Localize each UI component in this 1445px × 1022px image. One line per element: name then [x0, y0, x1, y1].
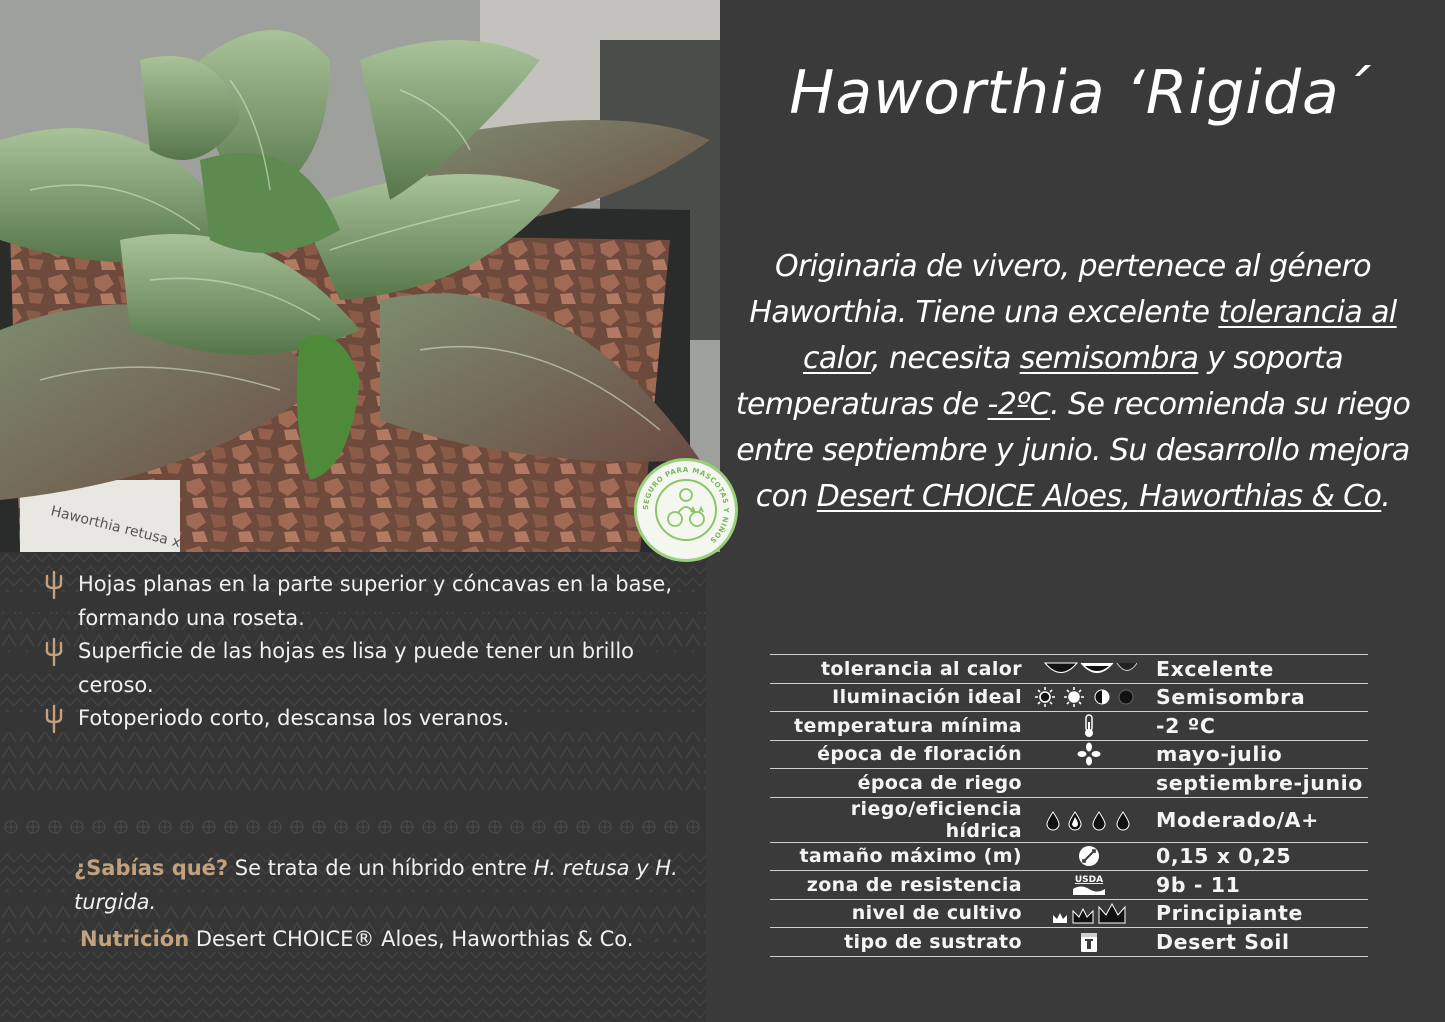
badge-text: SEGURO PARA MASCOTAS Y NIÑOS [641, 465, 731, 545]
plant-description: Originaria de vivero, pertenece al género Haworthia. Tiene una excelente tolerancia al calor, necesita semisombra y soporta temperaturas de -2ºC. Se recomienda su riego entre septiembre y junio. Su desarrollo mejora con Desert CHOICE Aloes, Haworthias & Co. [735, 249, 1411, 514]
nutrition-line: Nutrición Desert CHOICE® Aloes, Haworthias & Co. [80, 927, 634, 951]
haworthia-plant-illustration [0, 0, 720, 552]
pot-label: Haworthia retusa x [49, 503, 183, 552]
desert-choice-link[interactable]: Desert CHOICE Aloes, Haworthias & Co [816, 479, 1382, 514]
spec-label: temperatura mínima [793, 714, 1022, 737]
spec-label: tolerancia al calor [820, 657, 1022, 680]
spec-value: Excelente [1156, 656, 1274, 681]
spec-label: época de floración [817, 743, 1022, 766]
spec-row-watering-season [770, 769, 1368, 798]
svg-text:SEGURO PARA MASCOTAS Y NIÑOS [642, 466, 730, 545]
spec-row-max-size [770, 842, 1368, 871]
spec-value: 0,15 x 0,25 [1156, 844, 1292, 869]
thermometer-icon [1022, 712, 1156, 741]
spec-row-flowering [770, 740, 1368, 769]
cactus-icon [42, 704, 66, 734]
hybrid-species: H. retusa y H. turgida. [74, 856, 678, 914]
crowns-icons [1022, 899, 1156, 928]
cactus-icon [42, 570, 66, 600]
spec-row-hardiness-zone [770, 871, 1368, 900]
spec-row-light [770, 683, 1368, 712]
spec-label: zona de resistencia [806, 873, 1022, 896]
spec-value: Principiante [1156, 901, 1303, 926]
spec-label: época de riego [857, 771, 1022, 794]
care-spec-table [770, 654, 1368, 957]
spec-value: Moderado/A+ [1156, 807, 1319, 832]
spec-label: tamaño máximo (m) [799, 845, 1022, 868]
pet-safe-badge [634, 458, 738, 562]
fun-fact-label: ¿Sabías qué? [74, 856, 229, 880]
watering-season-icon-cell [1022, 769, 1156, 798]
feature-item: Fotoperiodo corto, descansa los veranos. [42, 702, 712, 736]
feature-list [42, 568, 712, 736]
semi-shade-link[interactable]: semisombra [1019, 341, 1199, 376]
ruler-circle-icon [1022, 842, 1156, 871]
spec-row-cultivation-level [770, 899, 1368, 928]
heat-tolerance-icons [1022, 655, 1156, 684]
nutrition-label: Nutrición [80, 927, 190, 951]
plant-photo [0, 0, 720, 552]
water-drops-icons [1022, 797, 1156, 842]
cactus-icon [42, 637, 66, 667]
spec-row-water-efficiency [770, 797, 1368, 842]
flower-icon [1022, 740, 1156, 769]
pet-child-icon [668, 489, 704, 526]
spec-value: septiembre-junio [1156, 770, 1363, 795]
usda-icon [1022, 871, 1156, 900]
fun-fact: ¿Sabías qué? Se trata de un híbrido entre H. retusa y H. turgida. [74, 856, 678, 914]
light-level-icons [1022, 683, 1156, 712]
spec-label: tipo de sustrato [844, 930, 1022, 953]
usda-text: USDA [1074, 874, 1104, 885]
spec-row-substrate [770, 928, 1368, 957]
feature-item: Superficie de las hojas es lisa y puede tener un brillo ceroso. [42, 635, 712, 702]
feature-item: Hojas planas en la parte superior y cóncavas en la base, formando una roseta. [42, 568, 712, 635]
heat-tolerance-link[interactable]: tolerancia al calor [802, 295, 1397, 376]
spec-value: Semisombra [1156, 685, 1306, 710]
spec-row-min-temperature [770, 712, 1368, 741]
spec-label: Iluminación ideal [832, 686, 1022, 709]
spec-value: 9b - 11 [1156, 872, 1241, 897]
page-title: Haworthia ‘Rigida´ [789, 58, 1371, 128]
spec-value: -2 ºC [1156, 713, 1216, 738]
spec-value: mayo-julio [1156, 742, 1283, 767]
min-temperature-link[interactable]: -2ºC [987, 387, 1051, 422]
spec-row-heat-tolerance [770, 655, 1368, 684]
spec-label: nivel de cultivo [851, 902, 1022, 925]
spec-value: Desert Soil [1156, 929, 1290, 954]
substrate-bag-icon [1022, 928, 1156, 957]
spec-label: riego/eficiencia hídrica [850, 797, 1022, 842]
